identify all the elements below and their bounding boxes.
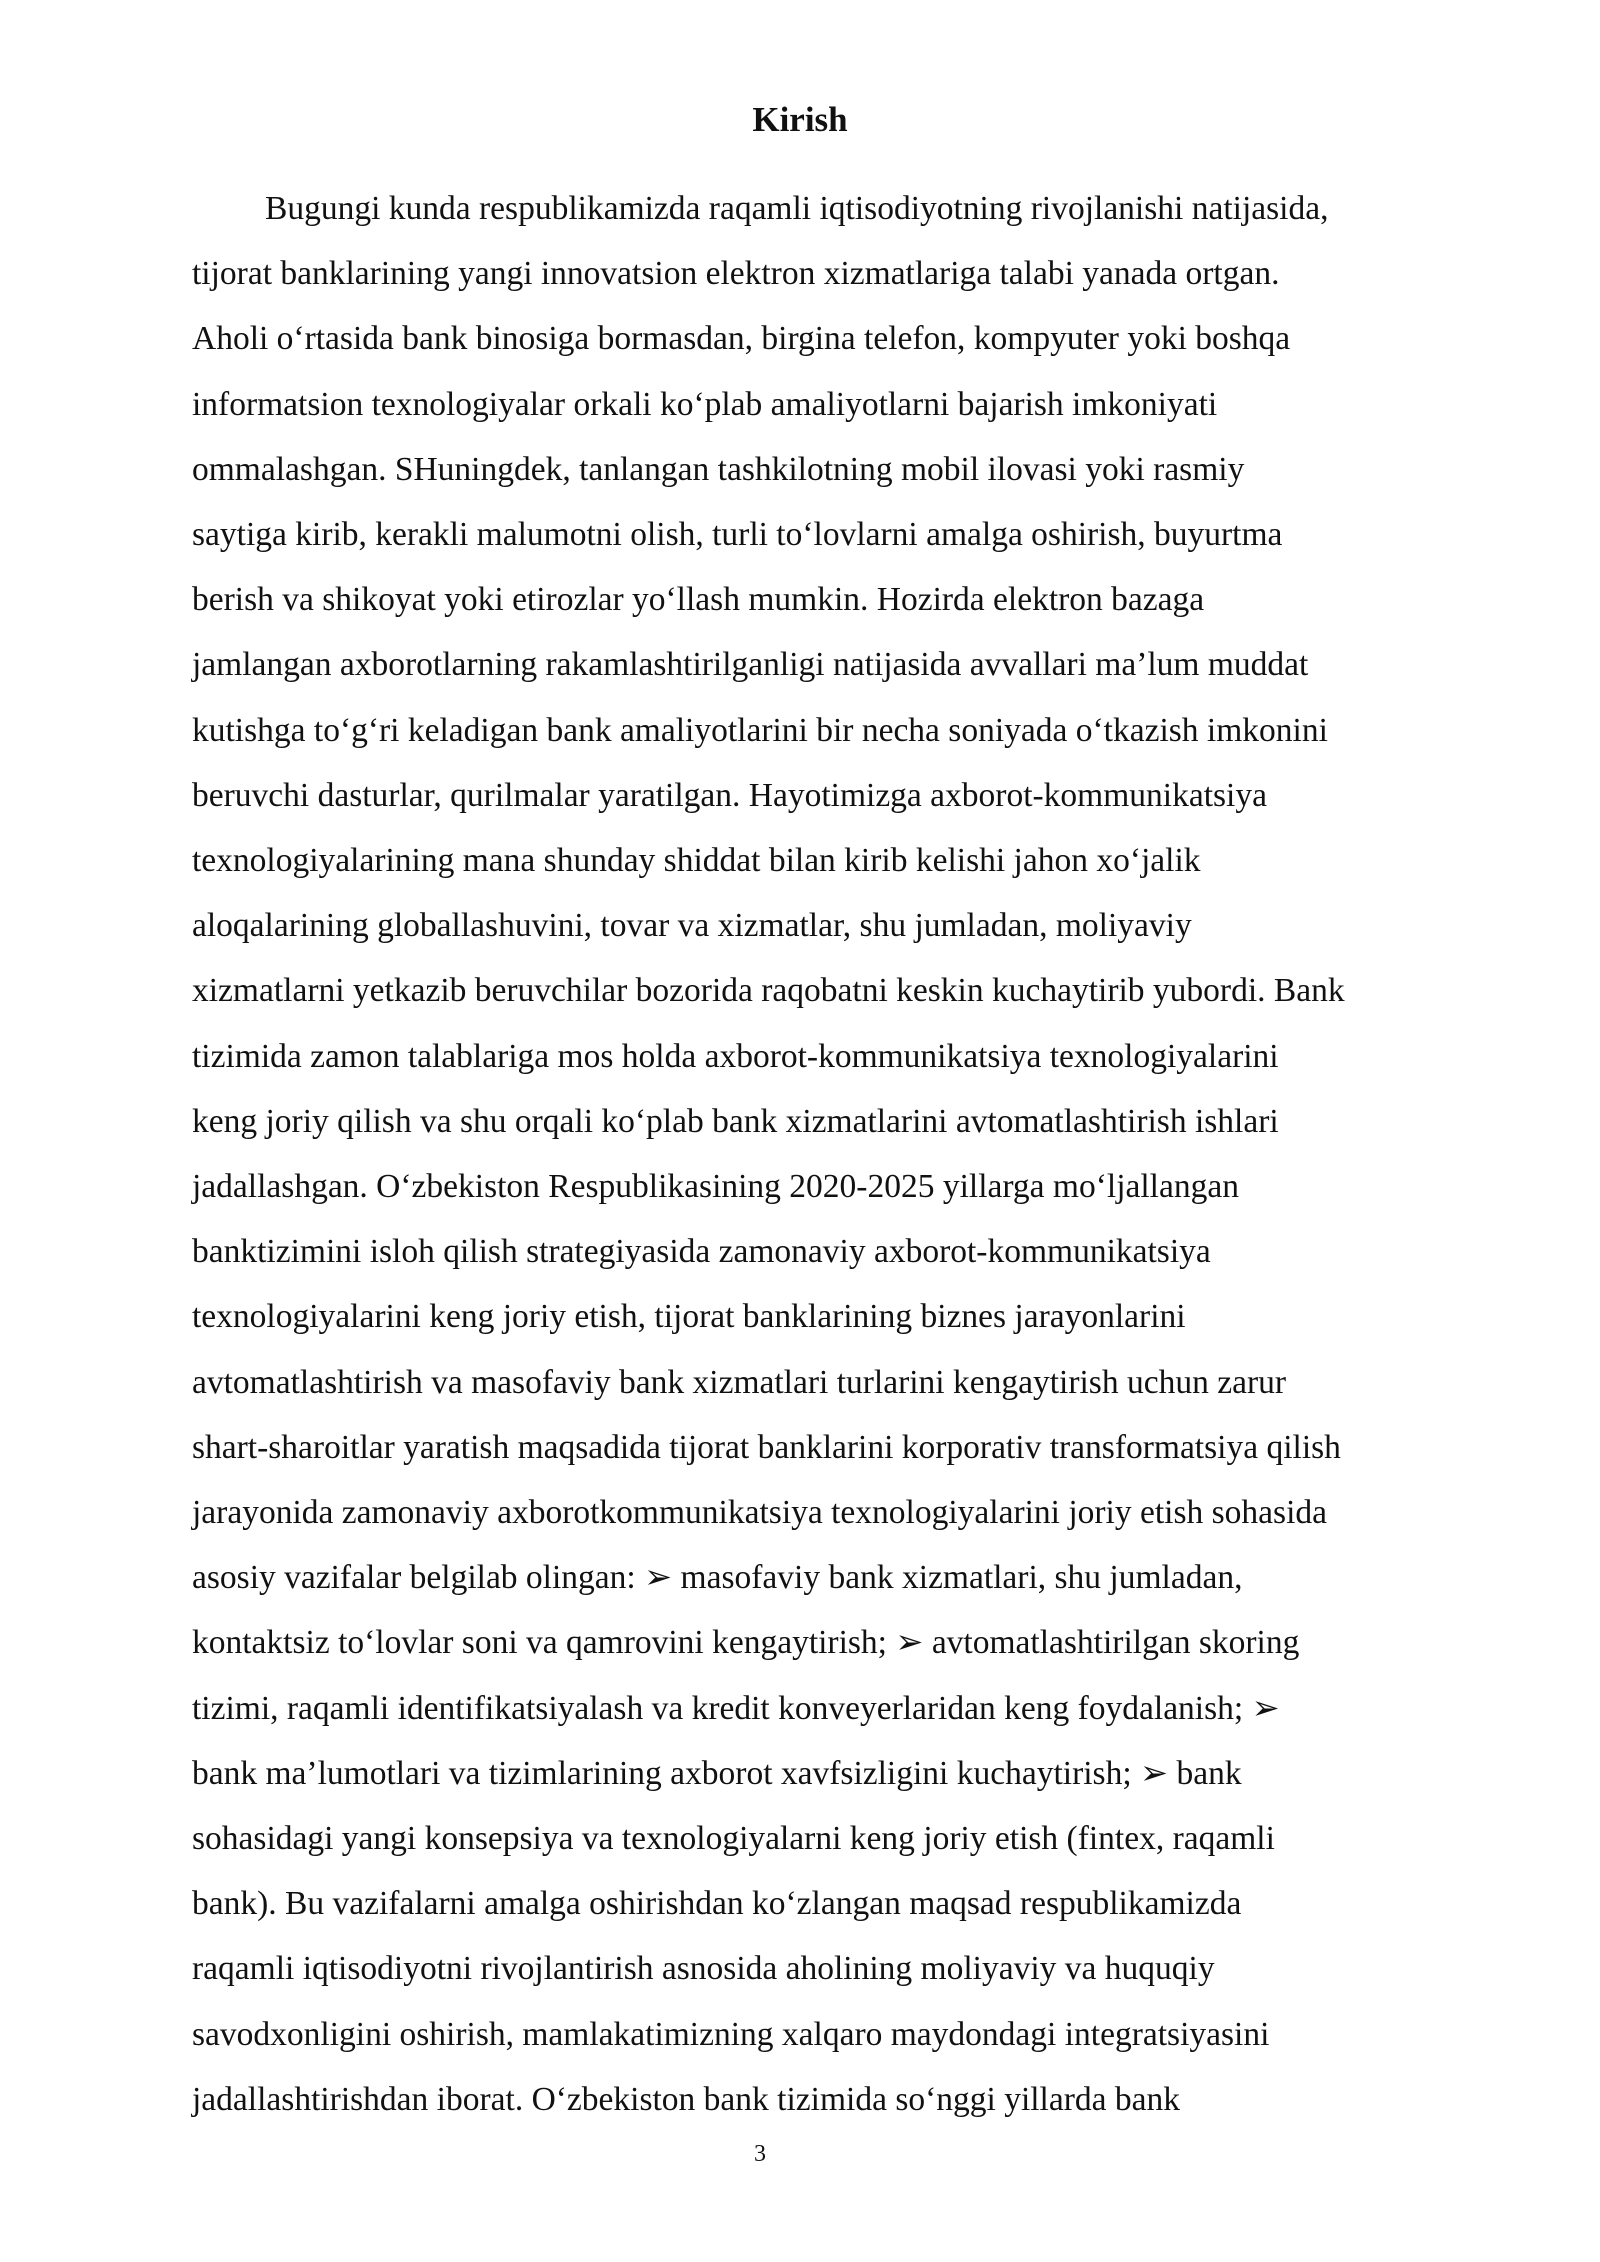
body-paragraph — [192, 176, 1502, 2132]
paragraph-line: avtomatlashtirish va masofaviy bank xizmatlari turlarini kengaytirish uchun zarur — [192, 1363, 1287, 1401]
page-number: 3 — [754, 2141, 766, 2167]
paragraph-line: saytiga kirib, kerakli malumotni olish, turli to‘lovlarni amalga oshirish, buyurtma — [192, 516, 1283, 554]
paragraph-line: jadallashgan. O‘zbekiston Respublikasining 2020-2025 yillarga mo‘ljallangan — [192, 1168, 1239, 1206]
paragraph-line: Aholi o‘rtasida bank binosiga bormasdan, birgina telefon, kompyuter yoki boshqa — [192, 320, 1291, 358]
page-title: Kirish — [752, 100, 848, 139]
paragraph-line: kontaktsiz to‘lovlar soni va qamrovini kengaytirish; ➢ avtomatlashtirilgan skoring — [192, 1624, 1300, 1662]
paragraph-line: aloqalarining globallashuvini, tovar va xizmatlar, shu jumladan, moliyaviy — [192, 907, 1192, 945]
paragraph-line: ommalashgan. SHuningdek, tanlangan tashkilotning mobil ilovasi yoki rasmiy — [192, 450, 1245, 488]
paragraph-line: berish va shikoyat yoki etirozlar yo‘llash mumkin. Hozirda elektron bazaga — [192, 581, 1205, 619]
paragraph-line: kutishga to‘g‘ri keladigan bank amaliyotlarini bir necha soniyada o‘tkazish imkonini — [192, 711, 1328, 749]
paragraph-line: keng joriy qilish va shu orqali ko‘plab bank xizmatlarini avtomatlashtirish ishlari — [192, 1102, 1279, 1140]
paragraph-line: jamlangan axborotlarning rakamlashtirilganligi natijasida avvallari ma’lum muddat — [192, 646, 1309, 684]
paragraph-line: jadallashtirishdan iborat. O‘zbekiston bank tizimida so‘nggi yillarda bank — [192, 2080, 1181, 2118]
paragraph-line: bank ma’lumotlari va tizimlarining axborot xavfsizligini kuchaytirish; ➢ bank — [192, 1754, 1242, 1792]
paragraph-line: sohasidagi yangi konsepsiya va texnologiyalarni keng joriy etish (fintex, raqamli — [192, 1820, 1275, 1858]
paragraph-line: tizimi, raqamli identifikatsiyalash va kredit konveyerlaridan keng foydalanish; ➢ — [192, 1689, 1280, 1727]
paragraph-line: raqamli iqtisodiyotni rivojlantirish asnosida aholining moliyaviy va huquqiy — [192, 1950, 1215, 1988]
paragraph-line: bank). Bu vazifalarni amalga oshirishdan ko‘zlangan maqsad respublikamizda — [192, 1885, 1242, 1923]
paragraph-line: jarayonida zamonaviy axborotkommunikatsiya texnologiyalarini joriy etish sohasida — [192, 1494, 1328, 1532]
paragraph-line: beruvchi dasturlar, qurilmalar yaratilgan. Hayotimizga axborot-kommunikatsiya — [192, 776, 1267, 814]
paragraph-line: tijorat banklarining yangi innovatsion elektron xizmatlariga talabi yanada ortgan. — [192, 255, 1280, 293]
paragraph-line: xizmatlarni yetkazib beruvchilar bozorida raqobatni keskin kuchaytirib yubordi. Bank — [192, 972, 1345, 1010]
paragraph-line: tizimida zamon talablariga mos holda axborot-kommunikatsiya texnologiyalarini — [192, 1037, 1279, 1075]
paragraph-line: banktizimini isloh qilish strategiyasida zamonaviy axborot-kommunikatsiya — [192, 1233, 1211, 1271]
paragraph-line: shart-sharoitlar yaratish maqsadida tijorat banklarini korporativ transformatsiya qilish — [192, 1428, 1341, 1466]
paragraph-line: Bugungi kunda respublikamizda raqamli iqtisodiyotning rivojlanishi natijasida, — [265, 190, 1329, 227]
paragraph-line: informatsion texnologiyalar orkali ko‘plab amaliyotlarni bajarish imkoniyati — [192, 385, 1218, 423]
paragraph-line: savodxonligini oshirish, mamlakatimizning xalqaro maydondagi integratsiyasini — [192, 2015, 1270, 2053]
paragraph-line: texnologiyalarining mana shunday shiddat bilan kirib kelishi jahon xo‘jalik — [192, 842, 1201, 880]
paragraph-line: texnologiyalarini keng joriy etish, tijorat banklarining biznes jarayonlarini — [192, 1298, 1186, 1336]
paragraph-line: asosiy vazifalar belgilab olingan: ➢ masofaviy bank xizmatlari, shu jumladan, — [192, 1559, 1243, 1597]
